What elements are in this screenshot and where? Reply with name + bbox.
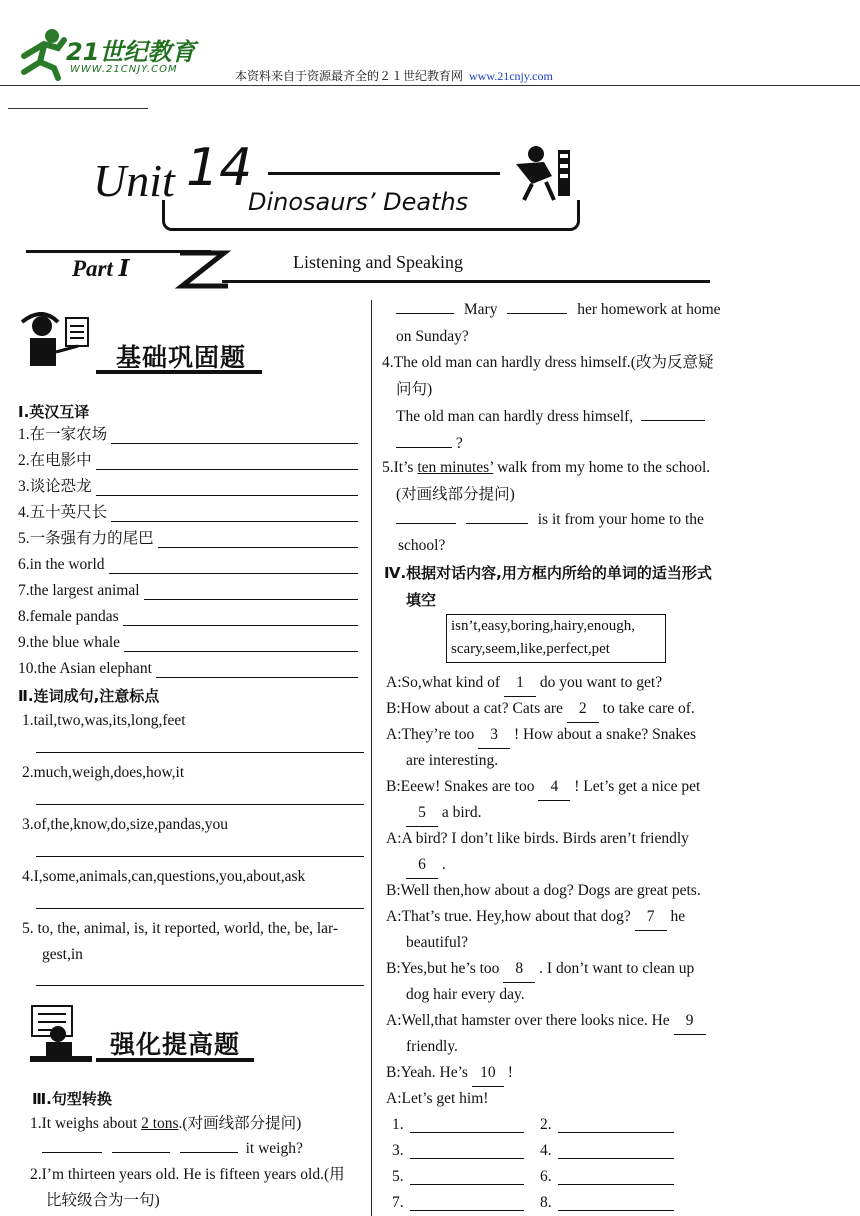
dialog-text: B:How about a cat? Cats are [386, 700, 567, 717]
answer-number: 3. [392, 1142, 404, 1159]
unit-top-line [268, 172, 500, 175]
dialog-text: . [438, 856, 446, 873]
answer-blank[interactable] [396, 523, 456, 524]
top-dash [8, 108, 148, 109]
s1-item [18, 656, 152, 682]
word-box [446, 614, 666, 663]
student-reading-icon [16, 312, 96, 372]
s3-q1: 1.It weighs about 2 tons.(对画线部分提问) [30, 1115, 302, 1132]
s1-item-label: 3.谈论恐龙 [18, 478, 92, 495]
dialog-text: are interesting. [406, 752, 499, 769]
dialog-text: he [666, 908, 686, 925]
dialog-line [406, 982, 525, 1008]
notice-link[interactable]: www.21cnjy.com [469, 69, 553, 83]
s1-item-label: 8.female pandas [18, 608, 119, 625]
word-box-line-1: isn’t,easy,boring,hairy,enough, [451, 618, 635, 634]
answer-line[interactable] [36, 908, 364, 909]
s1-item [18, 630, 120, 656]
s3-q5-line3: is it from your home to the [396, 507, 704, 533]
blank-number[interactable]: 6 [406, 852, 438, 879]
answer-line[interactable] [410, 1132, 524, 1133]
dialog-text: dog hair every day. [406, 986, 525, 1003]
answer-line[interactable] [111, 521, 358, 522]
answer-line[interactable] [410, 1158, 524, 1159]
s2-item-cont: gest,in [42, 946, 83, 963]
answer-number: 1. [392, 1116, 404, 1133]
banner-advanced: 强化提高题 [110, 1030, 241, 1059]
s3-q1-line2: it weigh? [42, 1136, 303, 1162]
banner-basic: 基础巩固题 [116, 343, 247, 372]
s1-item-label: 9.the blue whale [18, 634, 121, 651]
dialog-line [406, 852, 446, 879]
dialog-text: B:Yeah. He’s [386, 1064, 472, 1081]
s1-item [18, 578, 140, 604]
section-2-title: Ⅱ.连词成句,注意标点 [18, 687, 160, 705]
answer-blank[interactable] [466, 523, 528, 524]
dialog-line [386, 1060, 513, 1087]
s1-item-label: 7.the largest animal [18, 582, 140, 599]
dialog-line [386, 1086, 488, 1112]
blank-number[interactable]: 8 [503, 956, 535, 983]
dialog-line [386, 722, 696, 749]
answer-line[interactable] [111, 443, 358, 444]
dialog-text: . I don’t want to clean up [535, 960, 695, 977]
answer-line[interactable] [410, 1184, 524, 1185]
s1-item-label: 6.in the world [18, 556, 105, 573]
s1-item-label: 1.在一家农场 [18, 426, 108, 443]
dialog-text: ! [503, 1064, 513, 1081]
s3-q2-line2: 比较级合为一句) [46, 1192, 160, 1209]
dialog-line [386, 956, 694, 983]
answer-number: 4. [540, 1142, 552, 1159]
dialog-text: A:A bird? I don’t like birds. Birds aren’t friendly [386, 830, 689, 847]
dialog-line [406, 1034, 458, 1060]
answer-line[interactable] [124, 651, 358, 652]
s3-q4-line4: ? [396, 431, 463, 457]
s1-item [18, 604, 119, 630]
word-box-line-2: scary,seem,like,perfect,pet [451, 641, 610, 657]
answer-line[interactable] [96, 495, 358, 496]
answer-line[interactable] [123, 625, 358, 626]
s1-item [18, 422, 107, 448]
banner-basic-rule [96, 370, 262, 374]
s1-item [18, 448, 92, 474]
answer-line[interactable] [410, 1210, 524, 1211]
logo-text: 21世纪教育 [66, 38, 196, 66]
answer-number: 5. [392, 1168, 404, 1185]
dialog-text: A:So,what kind of [386, 674, 504, 691]
dialog-line [406, 800, 481, 827]
blank-number[interactable]: 7 [635, 904, 667, 931]
s1-item [18, 526, 154, 552]
blank-number[interactable]: 2 [567, 696, 599, 723]
dialog-text: do you want to get? [535, 674, 663, 691]
section-4-title-cont: 填空 [406, 591, 437, 609]
s2-item: 4.I,some,animals,can,questions,you,about,ask [22, 868, 306, 885]
answer-blank[interactable] [507, 313, 567, 314]
dialog-text: A:Let’s get him! [386, 1090, 489, 1107]
dialog-line [386, 878, 701, 904]
s1-item [18, 552, 105, 578]
dialog-text: ! How about a snake? Snakes [510, 726, 697, 743]
answer-line[interactable] [36, 804, 364, 805]
dialog-line [406, 748, 498, 774]
dialog-text: A:That’s true. Hey,how about that dog? [386, 908, 635, 925]
s1-item-label: 2.在电影中 [18, 452, 92, 469]
dialog-line [386, 670, 662, 697]
s2-item: 5. to, the, animal, is, it reported, world, the, be, lar- [22, 920, 339, 937]
notice-text: 本资料来自于资源最齐全的２１世纪教育网 [235, 69, 464, 83]
answer-number: 8. [540, 1194, 552, 1211]
s3-q5: 5.It’s ten minutes’ walk from my home to the school. [382, 459, 711, 476]
answer-line[interactable] [96, 469, 358, 470]
dialog-line [386, 904, 685, 931]
part-bottom-rule [222, 280, 710, 283]
dialog-text: to take care of. [598, 700, 695, 717]
dialog-text: B:Yes,but he’s too [386, 960, 504, 977]
dialog-text: friendly. [406, 1038, 458, 1055]
dialog-text: B:Well then,how about a dog? Dogs are great pets. [386, 882, 701, 899]
s3-q4-line3: The old man can hardly dress himself, [396, 404, 705, 430]
s3-q5-line2: (对画线部分提问) [396, 486, 515, 503]
answer-blank[interactable] [641, 420, 705, 421]
dialog-text: B:Eeew! Snakes are too [386, 778, 539, 795]
answer-line[interactable] [36, 856, 364, 857]
dialog-text: a bird. [438, 804, 482, 821]
s1-item-label: 10.the Asian elephant [18, 660, 152, 677]
answer-line[interactable] [144, 599, 358, 600]
answer-blank[interactable] [396, 447, 452, 448]
dialog-line [406, 930, 468, 956]
section-3-title: Ⅲ.句型转换 [32, 1090, 112, 1108]
header-rule [0, 85, 860, 86]
answer-line[interactable] [558, 1210, 674, 1211]
s3-q4-line2: 问句) [396, 381, 433, 398]
s1-item-label: 4.五十英尺长 [18, 504, 108, 521]
runner-logo-icon [14, 26, 74, 81]
answer-blank[interactable] [180, 1152, 238, 1153]
answer-line[interactable] [158, 547, 358, 548]
s3-q4: 4.The old man can hardly dress himself.(改为反意疑 [382, 354, 714, 371]
answer-line[interactable] [558, 1132, 674, 1133]
dialog-text: ! Let’s get a nice pet [570, 778, 701, 795]
answer-line[interactable] [109, 573, 358, 574]
answer-line[interactable] [36, 752, 364, 753]
answer-line[interactable] [156, 677, 358, 678]
s3-q2: 2.I’m thirteen years old. He is fifteen years old.(用 [30, 1166, 345, 1183]
s1-item-label: 5.一条强有力的尾巴 [18, 530, 154, 547]
unit-word: Unit [93, 155, 175, 206]
header-notice [235, 67, 553, 84]
answer-number: 6. [540, 1168, 552, 1185]
blank-number[interactable]: 9 [674, 1008, 706, 1035]
s2-item: 3.of,the,know,do,size,pandas,you [22, 816, 229, 833]
header-logo [14, 26, 214, 86]
unit-number: 14 [186, 138, 253, 198]
blank-number[interactable]: 3 [478, 722, 510, 749]
dialog-line [386, 826, 689, 852]
column-divider [371, 300, 372, 1216]
s2-item: 2.much,weigh,does,how,it [22, 764, 185, 781]
logo-url: WWW.21CNJY.COM [70, 64, 178, 75]
blank-number[interactable]: 10 [472, 1060, 504, 1087]
section-4-title: Ⅳ.根据对话内容,用方框内所给的单词的适当形式 [384, 564, 712, 582]
blank-number[interactable]: 5 [406, 800, 438, 827]
s3-q2-line4: on Sunday? [396, 328, 469, 345]
unit-title: Dinosaurs’ Deaths [248, 188, 469, 216]
banner-advanced-rule [96, 1058, 254, 1062]
dialog-text: A:Well,that hamster over there looks nice. He [386, 1012, 674, 1029]
answer-line[interactable] [558, 1158, 674, 1159]
dialog-line [386, 696, 695, 723]
student-desk-icon [28, 998, 98, 1068]
s3-q2-line3: Mary her homework at home [396, 297, 721, 323]
s3-q5-line4: school? [398, 537, 446, 554]
part-title: Listening and Speaking [293, 252, 463, 272]
answer-line[interactable] [558, 1184, 674, 1185]
s2-item: 1.tail,two,was,its,long,feet [22, 712, 186, 729]
answer-number: 7. [392, 1194, 404, 1211]
reader-figure-icon [496, 142, 586, 202]
section-1-title: Ⅰ.英汉互译 [18, 403, 90, 421]
answer-blank[interactable] [396, 313, 454, 314]
dialog-line [386, 1008, 706, 1035]
s1-item [18, 500, 107, 526]
answer-blank[interactable] [112, 1152, 170, 1153]
blank-number[interactable]: 4 [538, 774, 570, 801]
blank-number[interactable]: 1 [504, 670, 536, 697]
answer-line[interactable] [36, 985, 364, 986]
part-label: Part Ⅰ [72, 256, 130, 281]
dialog-text: A:They’re too [386, 726, 479, 743]
dialog-text: beautiful? [406, 934, 468, 951]
s1-item [18, 474, 92, 500]
part-z-icon [172, 250, 232, 290]
answer-number: 2. [540, 1116, 552, 1133]
answer-blank[interactable] [42, 1152, 102, 1153]
dialog-line [386, 774, 700, 801]
